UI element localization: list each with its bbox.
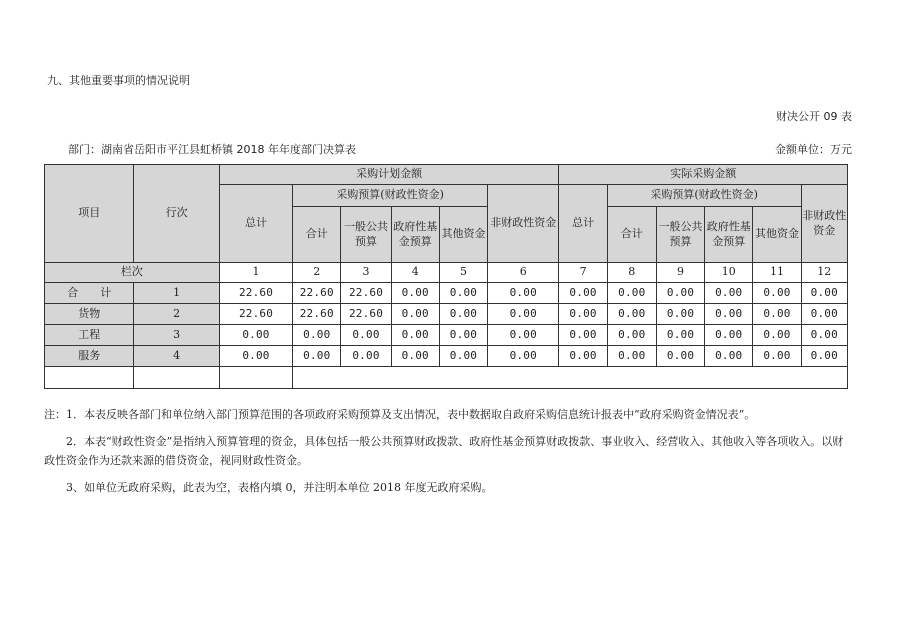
header-row-no: 行次	[134, 165, 219, 263]
amount-cell: 22.60	[293, 283, 341, 304]
amount-cell: 0.00	[753, 304, 801, 325]
amount-cell: 22.60	[293, 304, 341, 325]
amount-cell: 0.00	[753, 325, 801, 346]
amount-cell: 0.00	[391, 325, 439, 346]
amount-cell: 0.00	[656, 304, 704, 325]
amount-cell: 0.00	[391, 346, 439, 367]
form-number: 财决公开 09 表	[776, 110, 852, 123]
amount-cell: 0.00	[293, 325, 341, 346]
amount-cell: 0.00	[656, 346, 704, 367]
amount-cell: 0.00	[801, 304, 847, 325]
header-actual-budget: 采购预算(财政性资金)	[607, 185, 801, 207]
section-heading: 九、其他重要事项的情况说明	[47, 74, 190, 87]
row-number: 4	[134, 346, 219, 367]
amount-cell: 0.00	[656, 325, 704, 346]
header-actual-other: 其他资金	[753, 207, 801, 263]
row-number: 1	[134, 283, 219, 304]
header-actual-subtotal: 合计	[607, 207, 656, 263]
amount-cell: 0.00	[488, 325, 559, 346]
table-row	[45, 283, 848, 304]
column-index: 11	[753, 263, 801, 283]
header-planned-fund: 政府性基金预算	[391, 207, 439, 263]
amount-cell: 0.00	[656, 283, 704, 304]
column-index: 8	[607, 263, 656, 283]
note-3: 3、如单位无政府采购，此表为空，表格内填 0，并注明本单位 2018 年度无政府采购。	[66, 481, 493, 494]
row-number: 3	[134, 325, 219, 346]
amount-cell: 0.00	[801, 325, 847, 346]
table-row	[45, 304, 848, 325]
amount-cell: 0.00	[705, 325, 753, 346]
column-index: 12	[801, 263, 847, 283]
amount-cell: 0.00	[607, 304, 656, 325]
amount-cell: 0.00	[801, 346, 847, 367]
header-planned-subtotal: 合计	[293, 207, 341, 263]
header-actual-total: 总计	[559, 185, 607, 263]
column-index: 10	[705, 263, 753, 283]
column-index: 4	[391, 263, 439, 283]
amount-cell: 0.00	[439, 346, 487, 367]
header-actual-nonfiscal: 非财政性资金	[801, 185, 847, 263]
amount-cell: 22.60	[219, 283, 292, 304]
amount-cell: 0.00	[559, 283, 607, 304]
column-index: 6	[488, 263, 559, 283]
header-planned-other: 其他资金	[439, 207, 487, 263]
column-index: 7	[559, 263, 607, 283]
amount-cell: 0.00	[488, 304, 559, 325]
amount-cell: 22.60	[341, 304, 391, 325]
amount-cell: 0.00	[607, 346, 656, 367]
department-line: 部门：湖南省岳阳市平江县虹桥镇 2018 年年度部门决算表	[68, 143, 356, 156]
amount-cell: 0.00	[753, 346, 801, 367]
amount-unit: 金额单位：万元	[775, 143, 852, 156]
notes	[44, 405, 852, 505]
table-row	[45, 325, 848, 346]
blank-row	[45, 367, 848, 389]
column-index-label: 栏次	[45, 263, 220, 283]
amount-cell: 0.00	[705, 283, 753, 304]
note-2: 2．本表“财政性资金”是指纳入预算管理的资金，具体包括一般公共预算财政拨款、政府性基金预算财政拨款、事业收入、经营收入、其他收入等各项收入。以财政性资金作为还款来源的借贷资金，视同财政性资金。	[44, 435, 844, 467]
amount-cell: 22.60	[219, 304, 292, 325]
header-planned-budget: 采购预算(财政性资金)	[293, 185, 488, 207]
row-name: 货物	[45, 304, 134, 325]
header-actual-fund: 政府性基金预算	[705, 207, 753, 263]
header-planned-general: 一般公共预算	[341, 207, 391, 263]
header-planned-total: 总计	[219, 185, 292, 263]
row-number: 2	[134, 304, 219, 325]
amount-cell: 0.00	[391, 283, 439, 304]
amount-cell: 0.00	[705, 346, 753, 367]
amount-cell: 0.00	[753, 283, 801, 304]
amount-cell: 0.00	[219, 346, 292, 367]
column-index: 3	[341, 263, 391, 283]
column-index: 1	[219, 263, 292, 283]
amount-cell: 22.60	[341, 283, 391, 304]
amount-cell: 0.00	[341, 346, 391, 367]
column-index: 2	[293, 263, 341, 283]
amount-cell: 0.00	[801, 283, 847, 304]
note-1: 注：1．本表反映各部门和单位纳入部门预算范围的各项政府采购预算及支出情况，表中数据取自政府采购信息统计报表中“政府采购资金情况表”。	[44, 408, 756, 421]
header-actual-amount: 实际采购金额	[559, 165, 848, 185]
row-name: 服务	[45, 346, 134, 367]
header-item: 项目	[45, 165, 134, 263]
amount-cell: 0.00	[488, 283, 559, 304]
header-planned-amount: 采购计划金额	[219, 165, 559, 185]
amount-cell: 0.00	[705, 304, 753, 325]
header-planned-nonfiscal: 非财政性资金	[488, 185, 559, 263]
amount-cell: 0.00	[607, 325, 656, 346]
amount-cell: 0.00	[559, 325, 607, 346]
amount-cell: 0.00	[439, 283, 487, 304]
amount-cell: 0.00	[293, 346, 341, 367]
procurement-table	[44, 164, 848, 389]
amount-cell: 0.00	[607, 283, 656, 304]
row-name: 工程	[45, 325, 134, 346]
amount-cell: 0.00	[391, 304, 439, 325]
amount-cell: 0.00	[219, 325, 292, 346]
row-name: 合 计	[45, 283, 134, 304]
amount-cell: 0.00	[559, 346, 607, 367]
header-actual-general: 一般公共预算	[656, 207, 704, 263]
column-index: 5	[439, 263, 487, 283]
amount-cell: 0.00	[488, 346, 559, 367]
amount-cell: 0.00	[559, 304, 607, 325]
amount-cell: 0.00	[341, 325, 391, 346]
table-row	[45, 346, 848, 367]
column-index: 9	[656, 263, 704, 283]
amount-cell: 0.00	[439, 325, 487, 346]
amount-cell: 0.00	[439, 304, 487, 325]
